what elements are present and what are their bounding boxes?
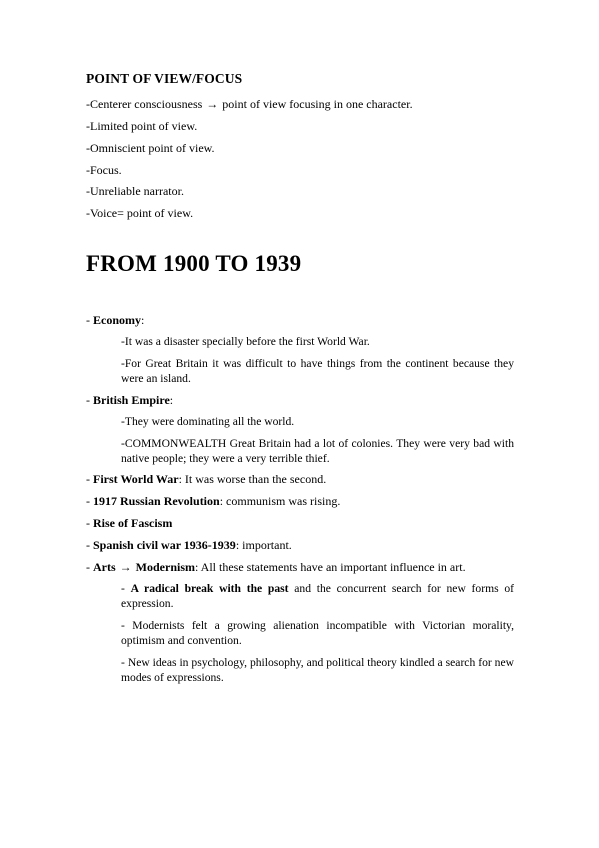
- emphasis-text: A radical break with the past: [130, 582, 289, 595]
- list-item-centerer: [86, 97, 413, 112]
- list-item-limited: -Limited point of view.: [86, 119, 198, 133]
- economy-sub-1: -It was a disaster specially before the first World War.: [121, 335, 370, 348]
- list-item-text: point of view focusing in one character.: [219, 97, 413, 111]
- empire-sub-1: -They were dominating all the world.: [121, 415, 295, 428]
- topic-label: First World War: [93, 472, 179, 486]
- topic-russian-revolution: [86, 494, 340, 509]
- dash: -: [86, 494, 93, 508]
- topic-text: : important.: [235, 538, 292, 552]
- section-heading-point-of-view: POINT OF VIEW/FOCUS: [86, 71, 243, 86]
- dash: -: [121, 582, 131, 595]
- topic-label: Rise of Fascism: [93, 516, 173, 530]
- topic-text: : It was worse than the second.: [178, 472, 327, 486]
- topic-label: Spanish civil war 1936-1939: [93, 538, 236, 552]
- dash: -: [86, 393, 93, 407]
- topic-economy: [86, 313, 144, 328]
- arrow-right-icon: →: [206, 97, 219, 111]
- dash: -: [86, 516, 93, 530]
- topic-text: : All these statements have an important influence in art.: [195, 560, 466, 574]
- list-item-unreliable: -Unreliable narrator.: [86, 184, 184, 198]
- dash: -: [86, 472, 93, 486]
- dash: -: [86, 560, 93, 574]
- topic-arts-modernism: [86, 560, 466, 575]
- arts-sub-2: - Modernists felt a growing alienation incompatible with Victorian morality, optimism and convention.: [121, 619, 514, 647]
- topic-first-world-war: [86, 472, 326, 487]
- topic-british-empire: [86, 393, 173, 408]
- list-item-text: -Centerer consciousness: [86, 97, 206, 111]
- topic-text: :: [169, 393, 174, 407]
- dash: -: [86, 538, 93, 552]
- topic-text: : communism was rising.: [219, 494, 341, 508]
- arts-sub-1: [121, 581, 514, 611]
- topic-label: British Empire: [93, 393, 170, 407]
- sub-text: and the concurrent search for new forms of expression.: [121, 582, 514, 610]
- list-item-omniscient: -Omniscient point of view.: [86, 141, 215, 155]
- topic-label: 1917 Russian Revolution: [93, 494, 220, 508]
- arts-sub-3: - New ideas in psychology, philosophy, and political theory kindled a search for new modes of expressions.: [121, 656, 514, 684]
- list-item-voice: -Voice= point of view.: [86, 206, 194, 220]
- topic-text: :: [141, 313, 145, 327]
- empire-sub-2: -COMMONWEALTH Great Britain had a lot of colonies. They were very bad with native people; they were a very terrible thief.: [121, 437, 514, 465]
- list-item-focus: -Focus.: [86, 163, 122, 177]
- topic-rise-of-fascism: [86, 516, 172, 531]
- topic-label: Modernism: [132, 560, 195, 574]
- topic-label: Economy: [93, 313, 141, 327]
- economy-sub-2: -For Great Britain it was difficult to have things from the continent because they were an island.: [121, 357, 514, 385]
- topic-label: Arts: [93, 560, 119, 574]
- topic-spanish-civil-war: [86, 538, 292, 553]
- arrow-right-icon: →: [119, 560, 132, 574]
- dash: -: [86, 313, 93, 327]
- section-heading-1900-1939: FROM 1900 TO 1939: [86, 251, 302, 276]
